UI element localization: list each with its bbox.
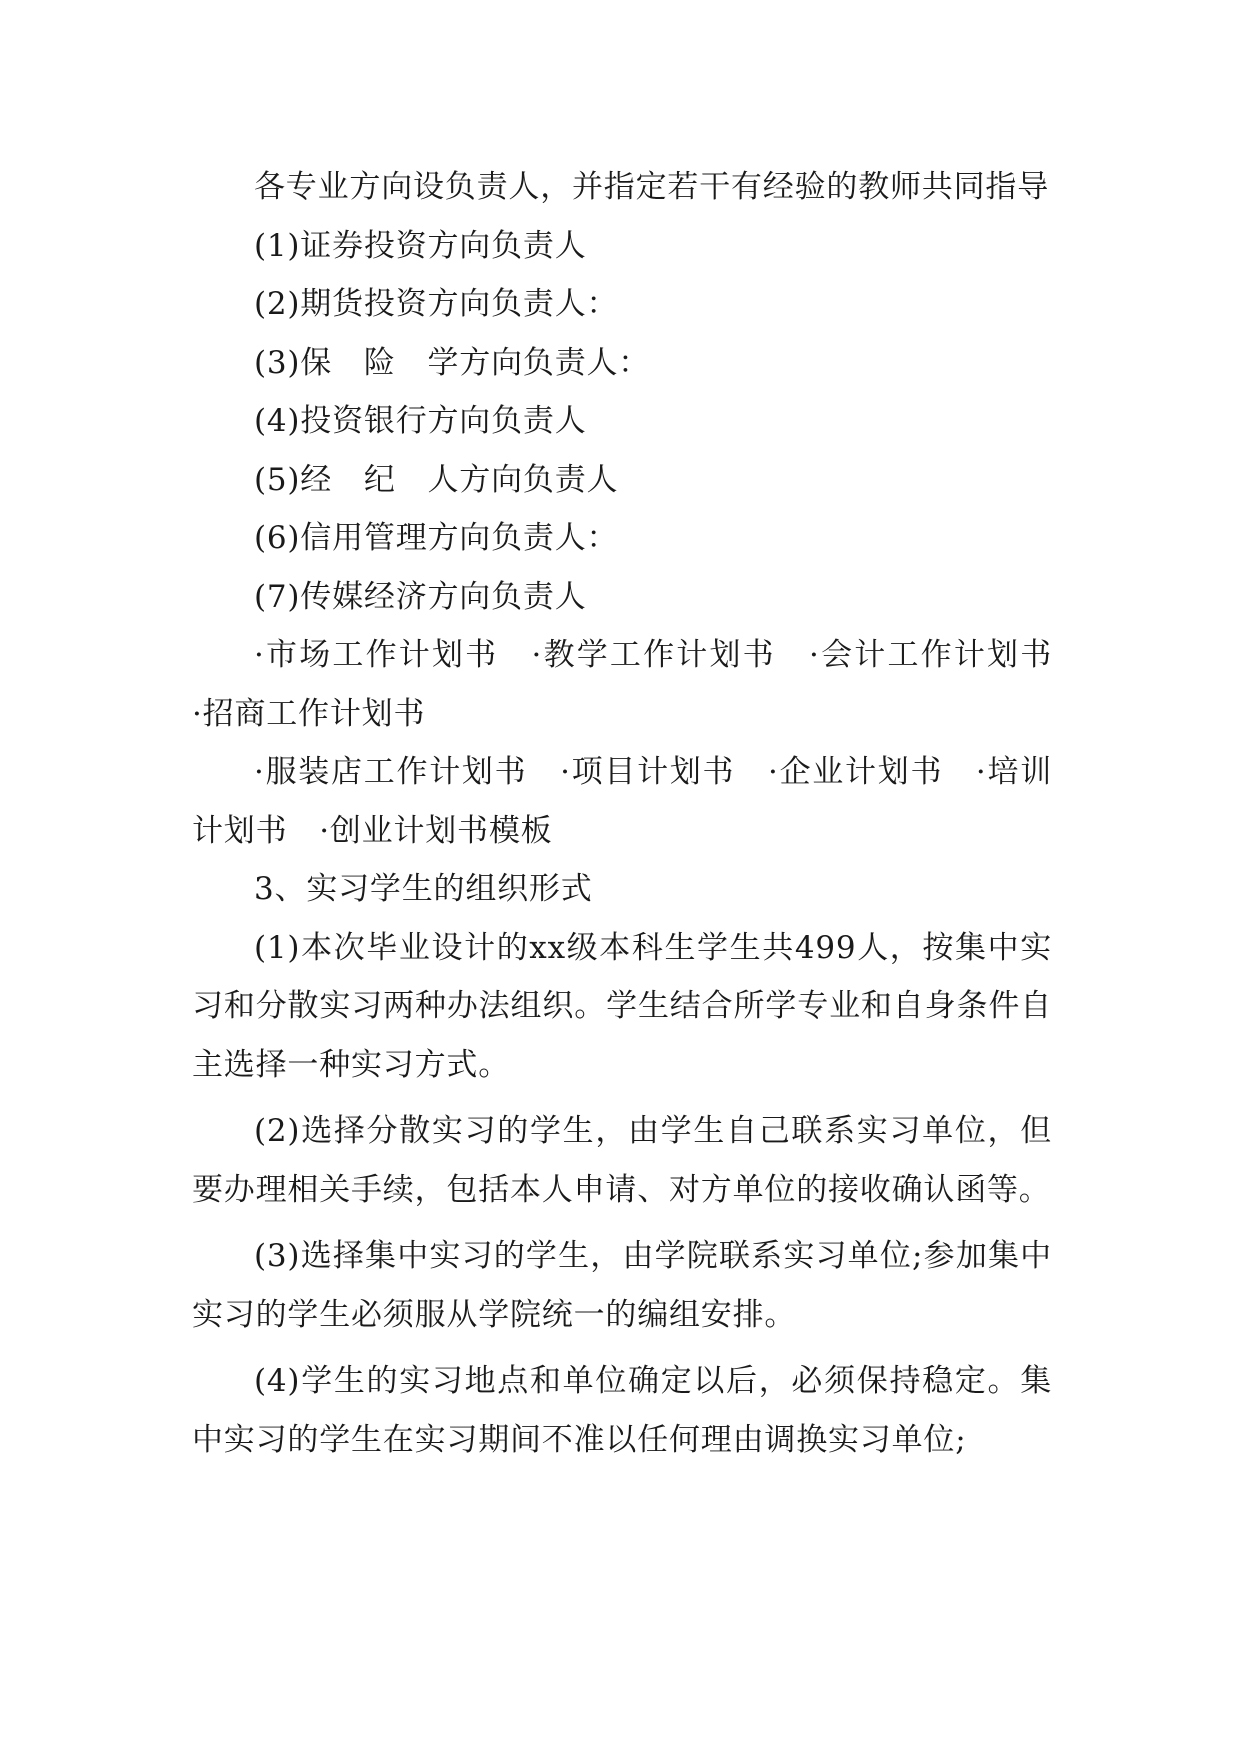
paragraph-item-2: (2)选择分散实习的学生，由学生自己联系实习单位，但要办理相关手续，包括本人申请、对方单位的接收确认函等。: [192, 1113, 1052, 1208]
list-item-broker: (5)经 纪 人方向负责人: [254, 461, 619, 498]
document-body: [192, 158, 1084, 1469]
paragraph-item-1: (1)本次毕业设计的xx级本科生学生共499人，按集中实习和分散实习两种办法组织。学生结合所学专业和自身条件自主选择一种实习方式。: [192, 929, 1052, 1083]
section-heading-organization: 3、实习学生的组织形式: [254, 871, 593, 907]
list-item-credit-management: (6)信用管理方向负责人：: [254, 520, 619, 556]
list-item-insurance: (3)保 险 学方向负责人：: [254, 344, 651, 381]
related-links-row-2[interactable]: ·服装店工作计划书 ·项目计划书 ·企业计划书 ·培训计划书 ·创业计划书模板: [192, 754, 1052, 849]
list-item-media-economics: (7)传媒经济方向负责人: [254, 578, 587, 615]
list-item-investment-banking: (4)投资银行方向负责人: [254, 403, 587, 439]
list-item-futures: (2)期货投资方向负责人：: [254, 286, 619, 322]
paragraph-item-4: (4)学生的实习地点和单位确定以后，必须保持稳定。集中实习的学生在实习期间不准以任何理由调换实习单位;: [192, 1363, 1052, 1458]
related-links-row-1[interactable]: ·市场工作计划书 ·教学工作计划书 ·会计工作计划书 ·招商工作计划书: [192, 637, 1084, 732]
paragraph-item-3: (3)选择集中实习的学生，由学院联系实习单位;参加集中实习的学生必须服从学院统一的编组安排。: [192, 1238, 1052, 1333]
paragraph-supervisors: 各专业方向设负责人，并指定若干有经验的教师共同指导: [254, 169, 1049, 205]
list-item-securities: (1)证券投资方向负责人: [254, 227, 587, 264]
